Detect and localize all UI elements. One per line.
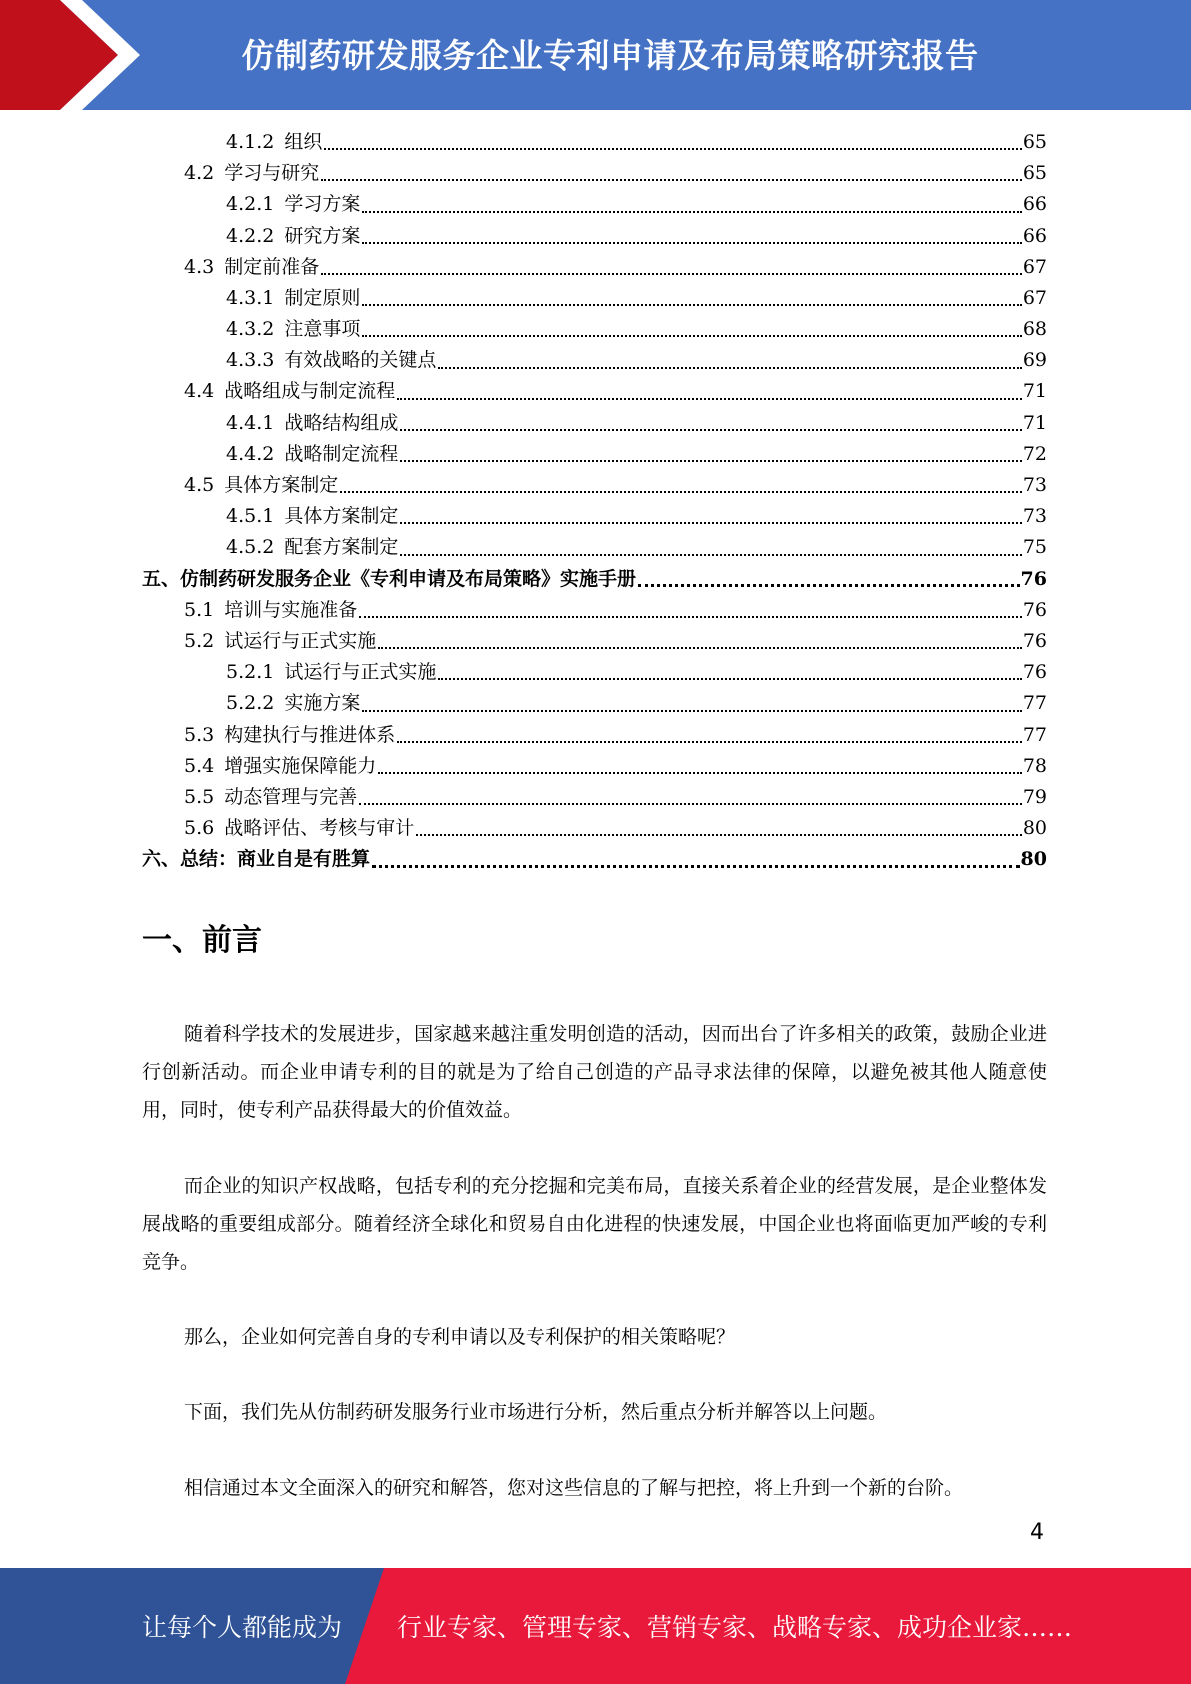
toc-entry-page: 66 [1022, 193, 1047, 216]
table-of-contents [142, 127, 1047, 876]
toc-entry-page: 80 [1020, 848, 1047, 871]
toc-entry[interactable] [142, 221, 1047, 252]
toc-entry[interactable] [142, 657, 1047, 688]
toc-entry-page: 71 [1022, 411, 1047, 434]
toc-entry-number: 5.2.1 [226, 661, 275, 684]
toc-entry-label [226, 532, 398, 563]
toc-entry[interactable] [142, 720, 1047, 751]
toc-entry-number: 4.4.1 [226, 411, 275, 434]
toc-entry[interactable] [142, 283, 1047, 314]
toc-entry-label [226, 408, 398, 439]
toc-entry-label [184, 470, 338, 501]
toc-dot-leader [362, 335, 1021, 337]
toc-entry-page: 76 [1020, 567, 1047, 590]
toc-entry-title: 战略组成与制定流程 [224, 380, 396, 403]
toc-entry-title: 仿制药研发服务企业《专利申请及布局策略》实施手册 [180, 567, 637, 590]
toc-entry[interactable] [142, 158, 1047, 189]
toc-entry-title: 注意事项 [284, 318, 361, 341]
toc-entry-page: 67 [1022, 286, 1047, 309]
toc-entry-page: 71 [1022, 380, 1047, 403]
toc-entry[interactable] [142, 688, 1047, 719]
toc-dot-leader [362, 710, 1021, 712]
toc-entry-title: 试运行与正式实施 [284, 661, 437, 684]
toc-entry-label [142, 564, 636, 595]
toc-dot-leader [372, 865, 1020, 868]
footer-slogan-left: 让每个人都能成为 [142, 1613, 343, 1642]
toc-entry-title: 实施方案 [284, 692, 361, 715]
toc-entry-page: 73 [1022, 505, 1047, 528]
toc-entry-title: 试运行与正式实施 [224, 629, 377, 652]
toc-entry-page: 73 [1022, 474, 1047, 497]
toc-entry-number: 5.6 [184, 817, 215, 840]
toc-entry-title: 具体方案制定 [224, 474, 339, 497]
paragraph: 相信通过本文全面深入的研究和解答，您对这些信息的了解与把控，将上升到一个新的台阶。 [184, 1477, 964, 1499]
paragraph: 下面，我们先从仿制药研发服务行业市场进行分析，然后重点分析并解答以上问题。 [184, 1401, 888, 1423]
toc-entry[interactable] [142, 751, 1047, 782]
toc-entry-page: 76 [1022, 598, 1047, 621]
toc-dot-leader [321, 273, 1022, 275]
toc-entry-page: 72 [1022, 442, 1047, 465]
toc-entry-label [184, 813, 414, 844]
toc-entry[interactable] [142, 564, 1047, 595]
toc-dot-leader [400, 554, 1021, 556]
toc-entry-page: 66 [1022, 224, 1047, 247]
toc-entry-number: 4.4 [184, 380, 215, 403]
toc-dot-leader [340, 491, 1022, 493]
toc-entry-label [184, 782, 357, 813]
toc-dot-leader [324, 148, 1021, 150]
toc-entry-title: 研究方案 [284, 224, 361, 247]
toc-dot-leader [397, 398, 1022, 400]
toc-dot-leader [400, 429, 1021, 431]
toc-entry[interactable] [142, 470, 1047, 501]
toc-entry[interactable] [142, 377, 1047, 408]
toc-entry-label [226, 127, 322, 158]
toc-entry-page: 77 [1022, 723, 1047, 746]
toc-entry[interactable] [142, 595, 1047, 626]
toc-dot-leader [400, 460, 1021, 462]
toc-entry[interactable] [142, 439, 1047, 470]
toc-entry-page: 76 [1022, 661, 1047, 684]
page-number: 4 [1030, 1520, 1044, 1545]
toc-entry-number: 5.2 [184, 629, 215, 652]
toc-entry-title: 配套方案制定 [284, 536, 399, 559]
toc-entry-number: 4.2.1 [226, 193, 275, 216]
toc-entry-label [184, 751, 376, 782]
toc-dot-leader [400, 522, 1021, 524]
toc-entry-title: 总结：商业自是有胜算 [180, 848, 371, 871]
toc-entry-page: 67 [1022, 255, 1047, 278]
toc-entry-label [184, 252, 319, 283]
toc-entry-title: 制定原则 [284, 286, 361, 309]
toc-entry-label [226, 221, 360, 252]
toc-entry-label [226, 688, 360, 719]
toc-entry[interactable] [142, 813, 1047, 844]
toc-dot-leader [438, 678, 1021, 680]
toc-dot-leader [321, 179, 1022, 181]
toc-entry-title: 培训与实施准备 [224, 598, 358, 621]
paragraph: 随着科学技术的发展进步，国家越来越注重发明创造的活动，因而出台了许多相关的政策，鼓励企业进行创新活动。而企业申请专利的目的就是为了给自己创造的产品寻求法律的保障，以避免被其他人随意使用，同时，使专利产品获得最大的价值效益。 [142, 1023, 1047, 1121]
toc-dot-leader [416, 834, 1022, 836]
footer-slogan-right: 行业专家、管理专家、营销专家、战略专家、成功企业家…… [397, 1613, 1073, 1642]
toc-entry-label [184, 595, 357, 626]
toc-entry-label [184, 376, 395, 407]
toc-entry-number: 五、 [142, 567, 181, 590]
toc-entry-label [142, 844, 370, 875]
toc-entry[interactable] [142, 408, 1047, 439]
toc-dot-leader [638, 584, 1020, 587]
toc-entry-page: 75 [1022, 536, 1047, 559]
toc-entry-page: 68 [1022, 318, 1047, 341]
page-footer [0, 1568, 1191, 1684]
toc-entry-number: 4.5 [184, 474, 215, 497]
toc-entry-number: 六、 [142, 848, 181, 871]
toc-entry-title: 组织 [284, 130, 323, 153]
toc-entry-title: 有效战略的关键点 [284, 349, 437, 372]
toc-entry-number: 4.1.2 [226, 130, 275, 153]
toc-entry-title: 战略评估、考核与审计 [224, 817, 415, 840]
toc-entry-number: 4.2 [184, 162, 215, 185]
toc-dot-leader [378, 772, 1022, 774]
toc-dot-leader [362, 242, 1021, 244]
toc-dot-leader [438, 367, 1021, 369]
toc-dot-leader [359, 616, 1022, 618]
toc-entry-label [184, 626, 376, 657]
toc-entry-label [184, 720, 395, 751]
toc-entry-number: 4.3.2 [226, 318, 275, 341]
toc-entry[interactable] [142, 189, 1047, 220]
paragraph: 那么，企业如何完善自身的专利申请以及专利保护的相关策略呢？ [184, 1326, 736, 1348]
toc-entry-number: 5.1 [184, 598, 215, 621]
toc-entry-label [226, 283, 360, 314]
toc-entry-title: 具体方案制定 [284, 505, 399, 528]
toc-entry[interactable] [142, 127, 1047, 158]
toc-entry-page: 78 [1022, 754, 1047, 777]
page-header [0, 0, 1191, 110]
toc-entry[interactable] [142, 345, 1047, 376]
toc-entry[interactable] [142, 844, 1047, 875]
toc-entry-title: 战略制定流程 [284, 442, 399, 465]
section-heading: 一、前言 [142, 923, 262, 958]
toc-entry-label [226, 189, 360, 220]
paragraph: 而企业的知识产权战略，包括专利的充分挖掘和完美布局，直接关系着企业的经营发展，是企业整体发展战略的重要组成部分。随着经济全球化和贸易自由化进程的快速发展，中国企业也将面临更加严峻的专利竞争。 [142, 1175, 1047, 1273]
toc-entry-number: 4.5.1 [226, 505, 275, 528]
toc-entry[interactable] [142, 501, 1047, 532]
toc-dot-leader [362, 211, 1021, 213]
toc-entry-number: 4.3 [184, 255, 215, 278]
toc-entry-page: 65 [1022, 162, 1047, 185]
toc-entry-page: 79 [1022, 785, 1047, 808]
toc-entry-title: 构建执行与推进体系 [224, 723, 396, 746]
toc-dot-leader [378, 647, 1022, 649]
toc-entry-number: 4.4.2 [226, 442, 275, 465]
toc-entry-label [226, 439, 398, 470]
toc-entry-number: 5.2.2 [226, 692, 275, 715]
toc-entry-number: 5.3 [184, 723, 215, 746]
toc-entry-number: 5.4 [184, 754, 215, 777]
toc-entry-label [226, 314, 360, 345]
toc-entry-page: 69 [1022, 349, 1047, 372]
toc-entry-page: 65 [1022, 130, 1047, 153]
toc-entry[interactable] [142, 626, 1047, 657]
report-title: 仿制药研发服务企业专利申请及布局策略研究报告 [241, 35, 979, 75]
toc-entry-number: 4.3.3 [226, 349, 275, 372]
toc-entry[interactable] [142, 314, 1047, 345]
toc-entry-number: 4.2.2 [226, 224, 275, 247]
toc-dot-leader [359, 803, 1022, 805]
toc-entry-number: 5.5 [184, 785, 215, 808]
toc-entry[interactable] [142, 252, 1047, 283]
toc-entry-label [226, 657, 436, 688]
toc-entry-page: 80 [1022, 817, 1047, 840]
toc-entry-label [184, 158, 319, 189]
toc-dot-leader [362, 304, 1021, 306]
toc-entry-label [226, 345, 436, 376]
toc-entry-number: 4.5.2 [226, 536, 275, 559]
toc-entry[interactable] [142, 532, 1047, 563]
toc-entry-page: 77 [1022, 692, 1047, 715]
toc-entry-title: 增强实施保障能力 [224, 754, 377, 777]
toc-entry[interactable] [142, 782, 1047, 813]
toc-entry-label [226, 501, 398, 532]
toc-entry-number: 4.3.1 [226, 286, 275, 309]
toc-dot-leader [397, 741, 1022, 743]
toc-entry-page: 76 [1022, 629, 1047, 652]
toc-entry-title: 学习方案 [284, 193, 361, 216]
toc-entry-title: 学习与研究 [224, 162, 320, 185]
toc-entry-title: 动态管理与完善 [224, 785, 358, 808]
toc-entry-title: 战略结构组成 [284, 411, 399, 434]
toc-entry-title: 制定前准备 [224, 255, 320, 278]
